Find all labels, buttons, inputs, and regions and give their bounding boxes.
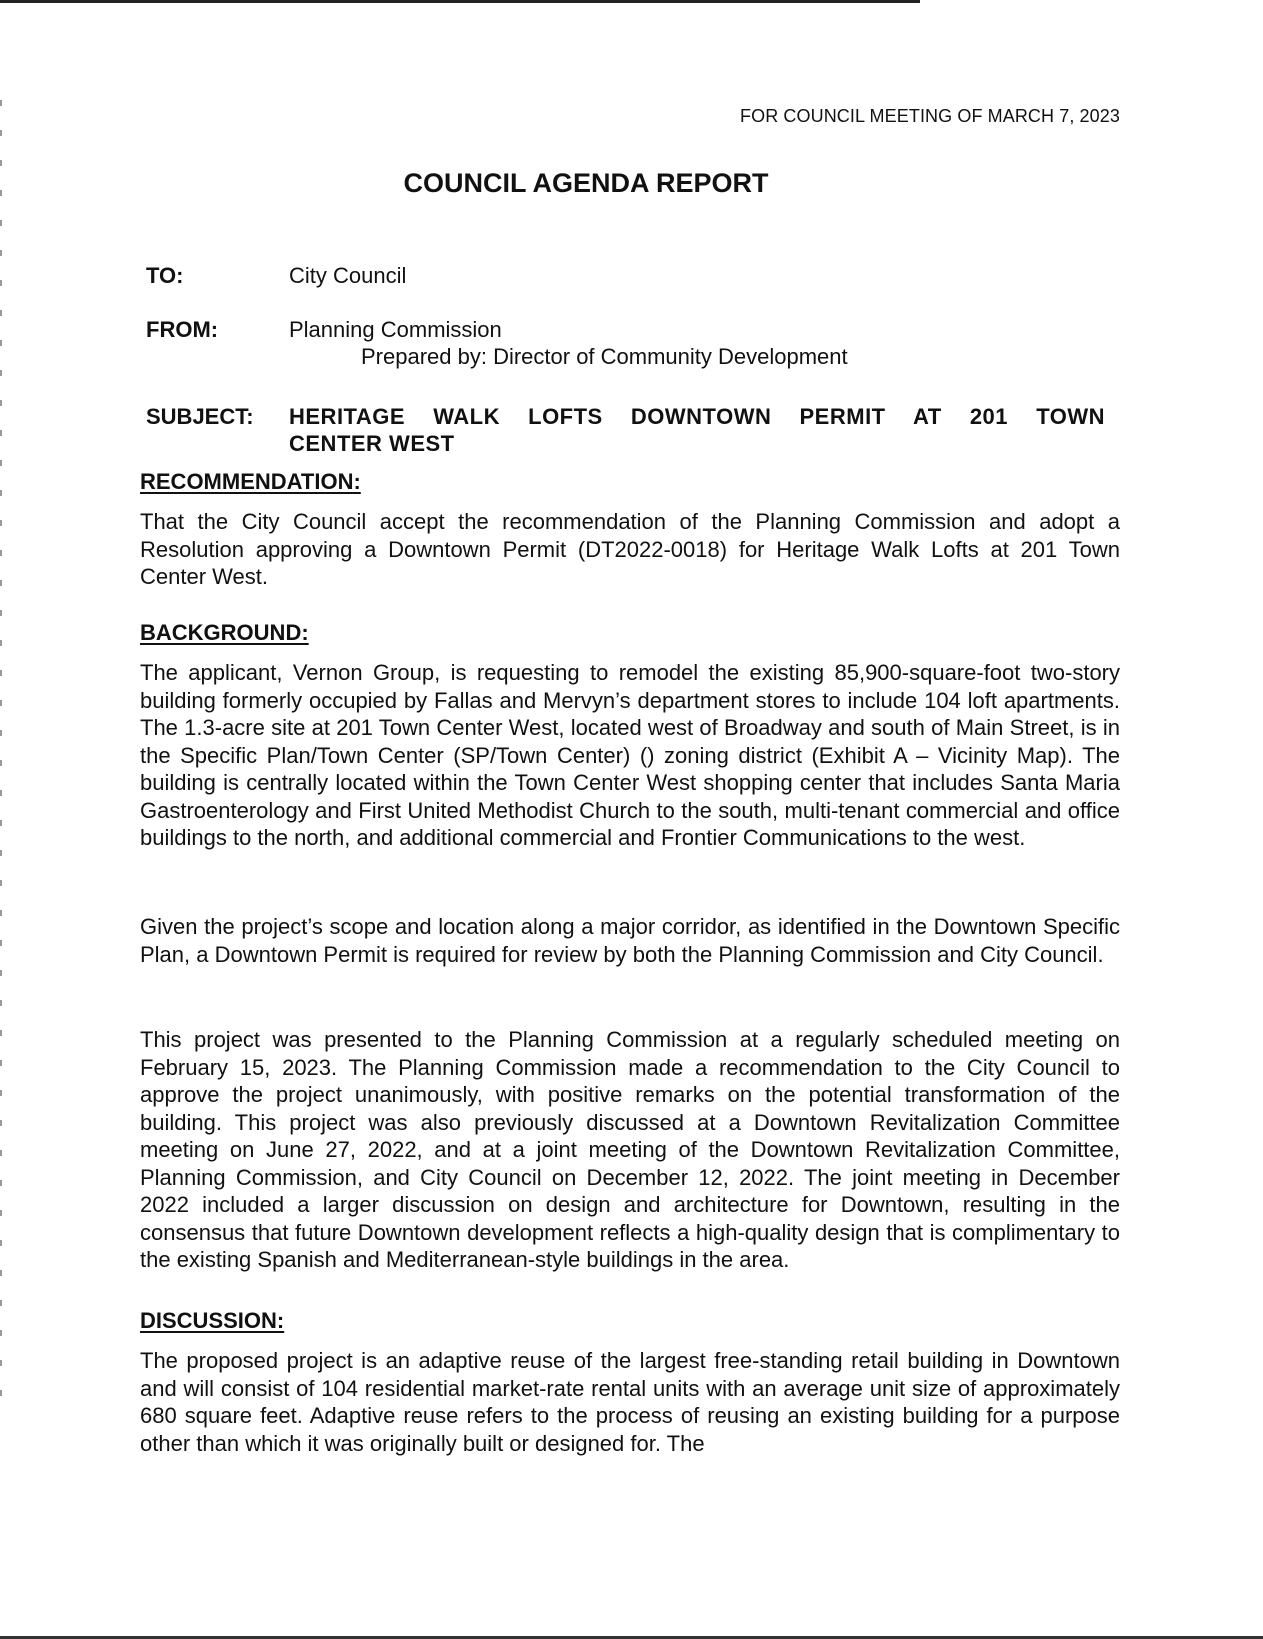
memo-to-label: TO:: [146, 263, 184, 288]
recommendation-text: That the City Council accept the recommendation of the Planning Commission and adopt a Resolution approving a Downtown Permit (DT2022-0018) for Heritage Walk Lofts at 201 Town Center West.: [140, 509, 1120, 589]
scan-left-edge: [0, 100, 2, 1400]
memo-to-value: City Council: [289, 263, 407, 288]
memo-subject-line-2: CENTER WEST: [289, 431, 455, 456]
memo-subject-line-1: HERITAGE WALK LOFTS DOWNTOWN PERMIT AT 201 TOWN: [289, 404, 1105, 429]
background-paragraph-3: This project was presented to the Planning Commission at a regularly scheduled meeting on February 15, 2023. The Planning Commission made a recommendation to the City Council to approve the project unanimously, with positive remarks on the potential transformation of the building. This project was also previously discussed at a Downtown Revitalization Committee meeting on June 27, 2022, and at a joint meeting of the Downtown Revitalization Committee, Planning Commission, and City Council on December 12, 2022. The joint meeting in December 2022 included a larger discussion on design and architecture for Downtown, resulting in the consensus that future Downtown development reflects a high-quality design that is complimentary to the existing Spanish and Mediterranean-style buildings in the area.: [140, 1027, 1120, 1272]
background-heading: BACKGROUND:: [140, 620, 309, 645]
memo-subject-value: [289, 403, 1105, 457]
discussion-paragraph-1: The proposed project is an adaptive reuse of the largest free-standing retail building in Downtown and will consist of 104 residential market-rate rental units with an average unit size of approximately 680 square feet. Adaptive reuse refers to the process of reusing an existing building for a purpose other than which it was originally built or designed for. The: [140, 1348, 1120, 1456]
memo-from-value: Planning Commission: [289, 317, 502, 342]
memo-from-label: FROM:: [146, 317, 219, 342]
discussion-heading: DISCUSSION:: [140, 1308, 285, 1333]
meeting-date-line: FOR COUNCIL MEETING OF MARCH 7, 2023: [740, 106, 1120, 126]
memo-subject-label: SUBJECT:: [146, 404, 254, 429]
memo-from-block: [289, 316, 848, 370]
background-paragraph-2: Given the project’s scope and location along a major corridor, as identified in the Downtown Specific Plan, a Downtown Permit is required for review by both the Planning Commission and City Council.: [140, 914, 1120, 967]
scan-top-border: [0, 0, 920, 3]
background-paragraph-1: The applicant, Vernon Group, is requesting to remodel the existing 85,900-square-foot two-story building formerly occupied by Fallas and Mervyn’s department stores to include 104 loft apartments. The 1.3-acre site at 201 Town Center West, located west of Broadway and south of Main Street, is in the Specific Plan/Town Center (SP/Town Center) () zoning district (Exhibit A – Vicinity Map). The building is centrally located within the Town Center West shopping center that includes Santa Maria Gastroenterology and First United Methodist Church to the south, multi-tenant commercial and office buildings to the north, and additional commercial and Frontier Communications to the west.: [140, 660, 1120, 850]
recommendation-heading: RECOMMENDATION:: [140, 469, 361, 494]
memo-prepared-by: Prepared by: Director of Community Development: [361, 344, 848, 369]
report-title: COUNCIL AGENDA REPORT: [403, 168, 769, 198]
